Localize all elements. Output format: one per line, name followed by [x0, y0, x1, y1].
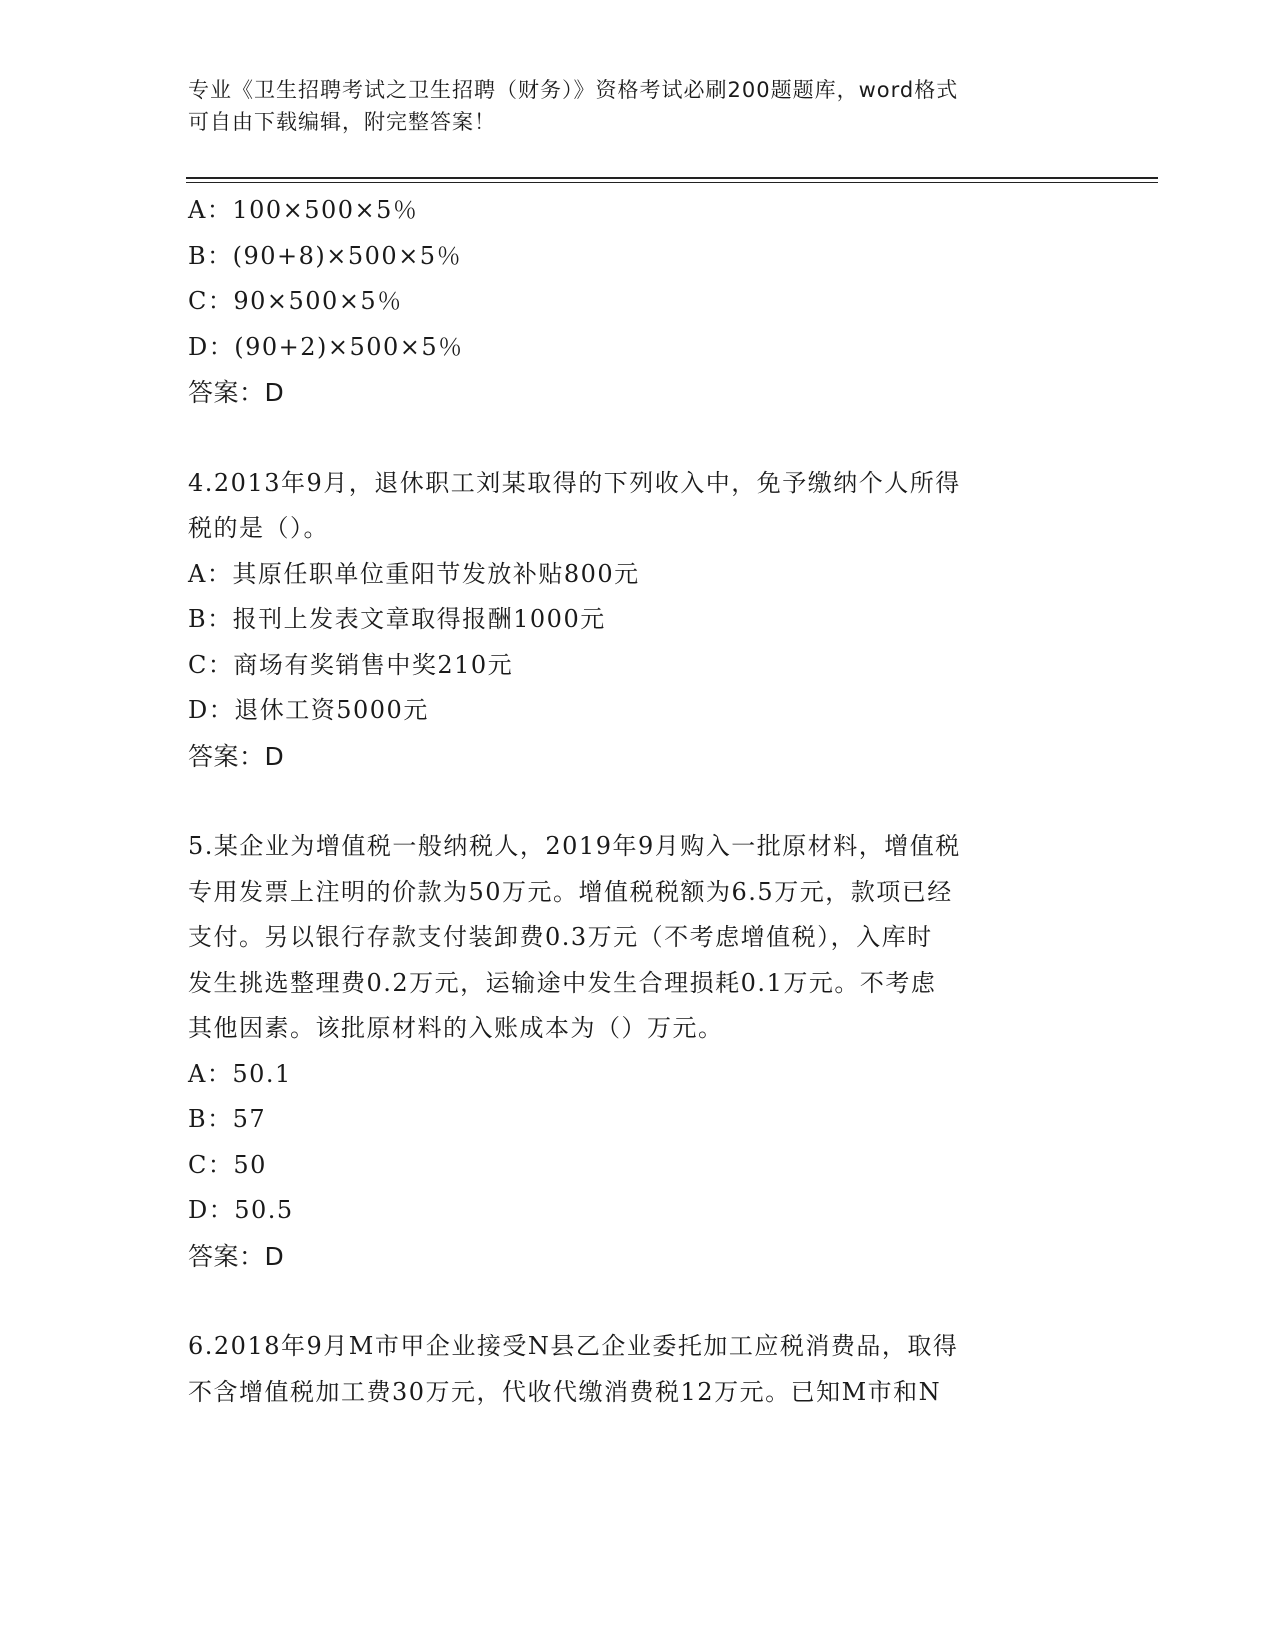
option-b: B：报刊上发表文章取得报酬1000元 — [188, 605, 606, 633]
option-d: D：退休工资5000元 — [188, 696, 429, 724]
header-divider-thin — [186, 182, 1158, 183]
question-stem-line: 不含增值税加工费30万元，代收代缴消费税12万元。已知M市和N — [188, 1377, 942, 1406]
question-stem-line: 专用发票上注明的价款为50万元。增值税税额为6.5万元，款项已经 — [188, 877, 953, 906]
option-d: D：(90+2)×500×5％ — [188, 332, 464, 361]
spacer — [188, 779, 1088, 824]
question-stem-line: 5.某企业为增值税一般纳税人，2019年9月购入一批原材料，增值税 — [188, 832, 961, 860]
question-4 — [188, 461, 1088, 780]
option-c: C：90×500×5％ — [188, 287, 403, 315]
question-stem-line: 4.2013年9月，退休职工刘某取得的下列收入中，免予缴纳个人所得 — [188, 468, 961, 497]
question-stem-line: 支付。另以银行存款支付装卸费0.3万元（不考虑增值税），入库时 — [188, 923, 933, 951]
header-title-line-1: 专业《卫生招聘考试之卫生招聘（财务）》资格考试必刷200题题库，word格式 — [188, 78, 959, 102]
spacer — [188, 416, 1088, 461]
header-divider-thick — [186, 177, 1158, 179]
question-6 — [188, 1324, 1088, 1415]
option-a: A：50.1 — [188, 1059, 292, 1088]
header-title-line-2: 可自由下载编辑，附完整答案！ — [188, 110, 496, 134]
option-a: A：其原任职单位重阳节发放补贴800元 — [188, 559, 640, 588]
answer: 答案：D — [188, 741, 285, 771]
option-c: C：商场有奖销售中奖210元 — [188, 650, 514, 679]
question-list — [188, 188, 1088, 1415]
document-header — [188, 74, 1068, 138]
question-stem-line: 6.2018年9月M市甲企业接受N县乙企业委托加工应税消费品，取得 — [188, 1332, 959, 1360]
option-a: A：100×500×5％ — [188, 196, 419, 224]
spacer — [188, 1279, 1088, 1324]
question-stem-line: 其他因素。该批原材料的入账成本为（）万元。 — [188, 1014, 724, 1042]
option-d: D：50.5 — [188, 1196, 294, 1224]
question-3 — [188, 188, 1088, 416]
question-5 — [188, 824, 1088, 1279]
option-c: C：50 — [188, 1150, 267, 1179]
option-b: B：57 — [188, 1105, 267, 1133]
question-stem-line: 发生挑选整理费0.2万元，运输途中发生合理损耗0.1万元。不考虑 — [188, 968, 937, 997]
question-stem-line: 税的是（）。 — [188, 514, 329, 542]
answer: 答案：D — [188, 1241, 285, 1271]
option-b: B：(90+8)×500×5％ — [188, 241, 463, 270]
answer: 答案：D — [188, 378, 285, 407]
